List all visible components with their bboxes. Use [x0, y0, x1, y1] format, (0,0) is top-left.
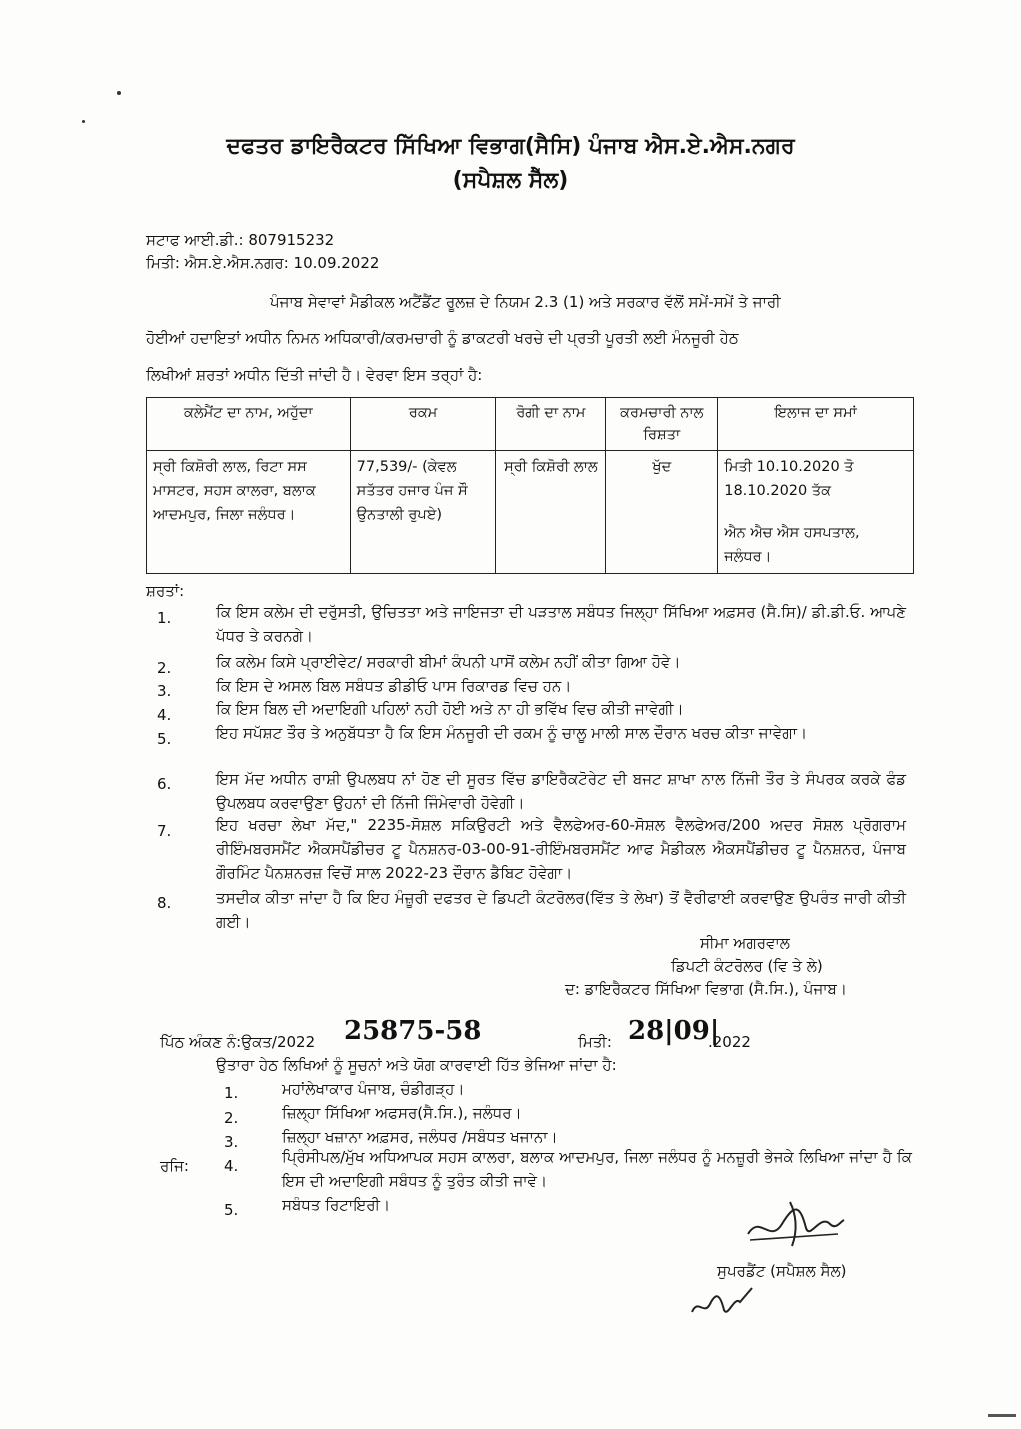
claim-table	[146, 397, 914, 574]
table-row	[147, 451, 914, 574]
condition-number: 2.	[157, 659, 172, 677]
scan-speck	[117, 91, 121, 95]
condition-number: 7.	[157, 822, 172, 840]
condition-number: 6.	[157, 775, 172, 793]
treatment-dates: ਮਿਤੀ 10.10.2020 ਤੋ 18.10.2020 ਤੱਕ	[724, 459, 854, 499]
scan-edge-mark	[988, 1414, 1016, 1417]
condition-number: 8.	[157, 894, 172, 912]
superintendent-title: ਸੁਪਰਡੈਂਟ (ਸਪੈਸ਼ਲ ਸੈਲ)	[717, 1262, 847, 1280]
condition-number: 4.	[157, 706, 172, 724]
endorsement-date-year: .2022	[708, 1033, 751, 1051]
staff-id: ਸਟਾਫ ਆਈ.ਡੀ.: 807915232	[146, 231, 335, 249]
scan-speck	[82, 120, 85, 123]
intro-line-2: ਹੋਈਆਂ ਹਦਾਇਤਾਂ ਅਧੀਨ ਨਿਮਨ ਅਧਿਕਾਰੀ/ਕਰਮਚਾਰੀ ਨੂੰ ਡਾਕਟਰੀ ਖਰਚੇ ਦੀ ਪ੍ਰਤੀ ਪੂਰਤੀ ਲਈ ਮੰਨਜੂਰੀ ਹੇਠ	[146, 329, 739, 347]
col-amount: ਰਕਮ	[350, 398, 496, 451]
cell-claimant: ਸ੍ਰੀ ਕਿਸ਼ੋਰੀ ਲਾਲ, ਰਿਟਾ ਸਸ ਮਾਸਟਰ, ਸਹਸ ਕਾਲਰਾ, ਬਲਾਕ ਆਦਮਪੁਰ, ਜਿਲਾ ਜਲੰਧਰ।	[147, 451, 351, 574]
registered-prefix: ਰਜਿ:	[160, 1157, 189, 1175]
condition-text: ਕਿ ਇਸ ਦੇ ਅਸਲ ਬਿਲ ਸਬੰਧਤ ਡੀਡੀਓ ਪਾਸ ਰਿਕਾਰਡ ਵਿਚ ਹਨ।	[216, 677, 572, 695]
superintendent-signature	[740, 1194, 850, 1254]
condition-text: ਇਸ ਮੱਦ ਅਧੀਨ ਰਾਸ਼ੀ ਉਪਲਬਧ ਨਾਂ ਹੋਣ ਦੀ ਸੂਰਤ ਵਿੱਚ ਡਾਇਰੈਕਟੋਰੇਟ ਦੀ ਬਜਟ ਸ਼ਾਖਾ ਨਾਲ ਨਿੱਜੀ ਤੌਰ ਤੇ ਸੰਪਰਕ ਕਰਕੇ ਫੰਡ ਉਪਲਬਧ ਕਰਵਾਉਣਾ ਉਹਨਾਂ ਦੀ ਨਿੱਜੀ ਜਿੰਮੇਵਾਰੀ ਹੋਵੇਗੀ।	[216, 770, 906, 812]
intro-line-1: ਪੰਜਾਬ ਸੇਵਾਵਾਂ ਮੈਡੀਕਲ ਅਟੈਂਡੈਂਟ ਰੂਲਜ਼ ਦੇ ਨਿਯਮ 2.3 (1) ਅਤੇ ਸਰਕਾਰ ਵੱਲੋਂ ਸਮੇਂ-ਸਮੇਂ ਤੇ ਜਾਰੀ	[270, 293, 781, 311]
recipient-number: 5.	[224, 1201, 239, 1219]
recipient-number: 4.	[224, 1157, 239, 1175]
condition-text: ਕਿ ਇਸ ਕਲੇਮ ਦੀ ਦਰੁੱਸਤੀ, ਉਚਿਤਤਾ ਅਤੇ ਜਾਇਜਤਾ ਦੀ ਪੜਤਾਲ ਸਬੰਧਤ ਜਿਲ੍ਹਾ ਸਿੱਖਿਆ ਅਫ਼ਸਰ (ਸੈ.ਸਿ)/ ਡੀ.ਡੀ.ਓ. ਆਪਣੇ ਪੱਧਰ ਤੇ ਕਰਨਗੇ।	[216, 603, 906, 645]
intro-line-3: ਲਿਖੀਆਂ ਸ਼ਰਤਾਂ ਅਧੀਨ ਦਿੱਤੀ ਜਾਂਦੀ ਹੈ। ਵੇਰਵਾ ਇਸ ਤਰ੍ਹਾਂ ਹੈ:	[146, 366, 483, 384]
signatory-office: ਦ: ਡਾਇਰੈਕਟਰ ਸਿੱਖਿਆ ਵਿਭਾਗ (ਸੈ.ਸਿ.), ਪੰਜਾਬ।	[565, 980, 848, 998]
copy-forward-line: ਉਤਾਰਾ ਹੇਠ ਲਿਖਿਆਂ ਨੂੰ ਸੂਚਨਾਂ ਅਤੇ ਯੋਗ ਕਾਰਵਾਈ ਹਿੱਤ ਭੇਜਿਆ ਜਾਂਦਾ ਹੈ:	[216, 1056, 617, 1074]
condition-number: 1.	[157, 609, 172, 627]
condition-text: ਇਹ ਸਪੱਸ਼ਟ ਤੌਰ ਤੇ ਅਨੁਬੱਧਤਾ ਹੈ ਕਿ ਇਸ ਮੰਨਜੂਰੀ ਦੀ ਰਕਮ ਨੂੰ ਚਾਲੂ ਮਾਲੀ ਸਾਲ ਦੌਰਾਨ ਖਰਚ ਕੀਤਾ ਜਾਵੇਗਾ।	[216, 724, 808, 742]
condition-number: 3.	[157, 682, 172, 700]
condition-text: ਕਿ ਕਲੇਮ ਕਿਸੇ ਪ੍ਰਾਈਵੇਟ/ ਸਰਕਾਰੀ ਬੀਮਾਂ ਕੰਪਨੀ ਪਾਸੋਂ ਕਲੇਮ ਨਹੀਂ ਕੀਤਾ ਗਿਆ ਹੋਵੇ।	[216, 653, 681, 671]
endorsement-date-handwritten: 28|09|	[628, 1016, 720, 1046]
office-subtitle: (ਸਪੈਸ਼ਲ ਸੈੱਲ)	[452, 168, 569, 193]
initials-signature	[688, 1282, 758, 1322]
recipient-text: ਪ੍ਰਿੰਸੀਪਲ/ਮੁੱਖ ਅਧਿਆਪਕ ਸਹਸ ਕਾਲਰਾ, ਬਲਾਕ ਆਦਮਪੁਰ, ਜਿਲਾ ਜਲੰਧਰ ਨੂੰ ਮਨਜ਼ੂਰੀ ਭੇਜਕੇ ਲਿਖਿਆ ਜਾਂਦਾ ਹੈ ਕਿ ਇਸ ਦੀ ਅਦਾਇਗੀ ਸਬੰਧਤ ਨੂੰ ਤੁਰੰਤ ਕੀਤੀ ਜਾਵੇ।	[282, 1148, 912, 1190]
condition-text: ਇਹ ਖਰਚਾ ਲੇਖਾ ਮੱਦ," 2235-ਸੋਸ਼ਲ ਸਕਿਉਰਟੀ ਅਤੇ ਵੈਲਫੇਅਰ-60-ਸੋਸ਼ਲ ਵੈਲਫੇਅਰ/200 ਅਦਰ ਸੋਸ਼ਲ ਪ੍ਰੋਗਰਾਮ ਰੀਇੰਮਬਰਸਮੈਂਟ ਐਕਸਪੈਂਡੀਚਰ ਟੂ ਪੈਨਸ਼ਨਰ-03-00-91-ਰੀਇੰਮਬਰਸਮੈਂਟ ਆਫ ਮੈਡੀਕਲ ਐਕਸਪੈਂਡੀਚਰ ਟੂ ਪੈਨਸ਼ਨਰ, ਪੰਜਾਬ ਗੌਰਮਿੰਟ ਪੈਨਸ਼ਨਰਜ਼ ਵਿਚੋਂ ਸਾਲ 2022-23 ਦੌਰਾਨ ਡੈਬਿਟ ਹੋਵੇਗਾ।	[216, 816, 906, 882]
hospital-name: ਐਨ ਐਚ ਐਸ ਹਸਪਤਾਲ, ਜਲੰਧਰ।	[724, 525, 860, 565]
condition-number: 5.	[157, 730, 172, 748]
recipient-text: ਸਬੰਧਤ ਰਿਟਾਇਰੀ।	[282, 1196, 391, 1214]
recipient-text: ਮਹਾਂਲੇਖਾਕਾਰ ਪੰਜਾਬ, ਚੰਡੀਗੜ੍ਹ।	[282, 1080, 465, 1098]
recipient-text: ਜ਼ਿਲ੍ਹਾ ਖਜ਼ਾਨਾ ਅਫ਼ਸਰ, ਜਲੰਧਰ /ਸਬੰਧਤ ਖਜਾਨਾ।	[282, 1128, 558, 1146]
signatory-designation: ਡਿਪਟੀ ਕੰਟਰੋਲਰ (ਵਿ ਤੇ ਲੇ)	[671, 957, 823, 975]
col-patient: ਰੋਗੀ ਦਾ ਨਾਮ	[496, 398, 606, 451]
endorsement-ref-number: 25875-58	[344, 1016, 482, 1046]
table-header-row	[147, 398, 914, 451]
issue-date: ਮਿਤੀ: ਐਸ.ਏ.ਐਸ.ਨਗਰ: 10.09.2022	[146, 254, 380, 272]
cell-relation: ਖੁੱਦ	[606, 451, 718, 574]
recipient-number: 2.	[224, 1109, 239, 1127]
col-relation: ਕਰਮਚਾਰੀ ਨਾਲ ਰਿਸ਼ਤਾ	[606, 398, 718, 451]
condition-text: ਤਸਦੀਕ ਕੀਤਾ ਜਾਂਦਾ ਹੈ ਕਿ ਇਹ ਮੰਜ਼ੂਰੀ ਦਫਤਰ ਦੇ ਡਿਪਟੀ ਕੰਟਰੋਲਰ(ਵਿੱਤ ਤੇ ਲੇਖਾ) ਤੋਂ ਵੈਰੀਫਾਈ ਕਰਵਾਉਣ ਉਪਰੰਤ ਜਾਰੀ ਕੀਤੀ ਗਈ।	[216, 889, 906, 931]
col-treatment-period: ਇਲਾਜ ਦਾ ਸਮਾਂ	[718, 398, 914, 451]
endorsement-date-label: ਮਿਤੀ:	[578, 1033, 612, 1051]
condition-text: ਕਿ ਇਸ ਬਿਲ ਦੀ ਅਦਾਇਗੀ ਪਹਿਲਾਂ ਨਹੀ ਹੋਈ ਅਤੇ ਨਾ ਹੀ ਭਵਿੱਖ ਵਿਚ ਕੀਤੀ ਜਾਵੇਗੀ।	[216, 700, 684, 718]
recipient-number: 1.	[224, 1084, 239, 1102]
cell-treatment-period	[718, 451, 914, 574]
col-claimant: ਕਲੇਮੈਂਟ ਦਾ ਨਾਮ, ਅਹੁੱਦਾ	[147, 398, 351, 451]
recipient-number: 3.	[224, 1133, 239, 1151]
recipient-text: ਜ਼ਿਲ੍ਹਾ ਸਿੱਖਿਆ ਅਫਸਰ(ਸੈ.ਸਿ.), ਜਲੰਧਰ।	[282, 1104, 522, 1122]
conditions-heading: ਸ਼ਰਤਾਂ:	[146, 582, 185, 600]
endorsement-ref-label: ਪਿੱਠ ਅੰਕਣ ਨੰ:ਉਕਤ/2022	[160, 1033, 316, 1051]
cell-amount: 77,539/- (ਕੇਵਲ ਸਤੱਤਰ ਹਜਾਰ ਪੰਜ ਸੌ ਉਨਤਾਲੀ ਰੁਪਏ)	[350, 451, 496, 574]
office-title: ਦਫਤਰ ਡਾਇਰੈਕਟਰ ਸਿੱਖਿਆ ਵਿਭਾਗ(ਸੈਸਿ) ਪੰਜਾਬ ਐਸ.ਏ.ਐਸ.ਨਗਰ	[226, 134, 795, 159]
signatory-name: ਸੀਮਾ ਅਗਰਵਾਲ	[700, 934, 790, 952]
cell-patient: ਸ੍ਰੀ ਕਿਸ਼ੋਰੀ ਲਾਲ	[496, 451, 606, 574]
